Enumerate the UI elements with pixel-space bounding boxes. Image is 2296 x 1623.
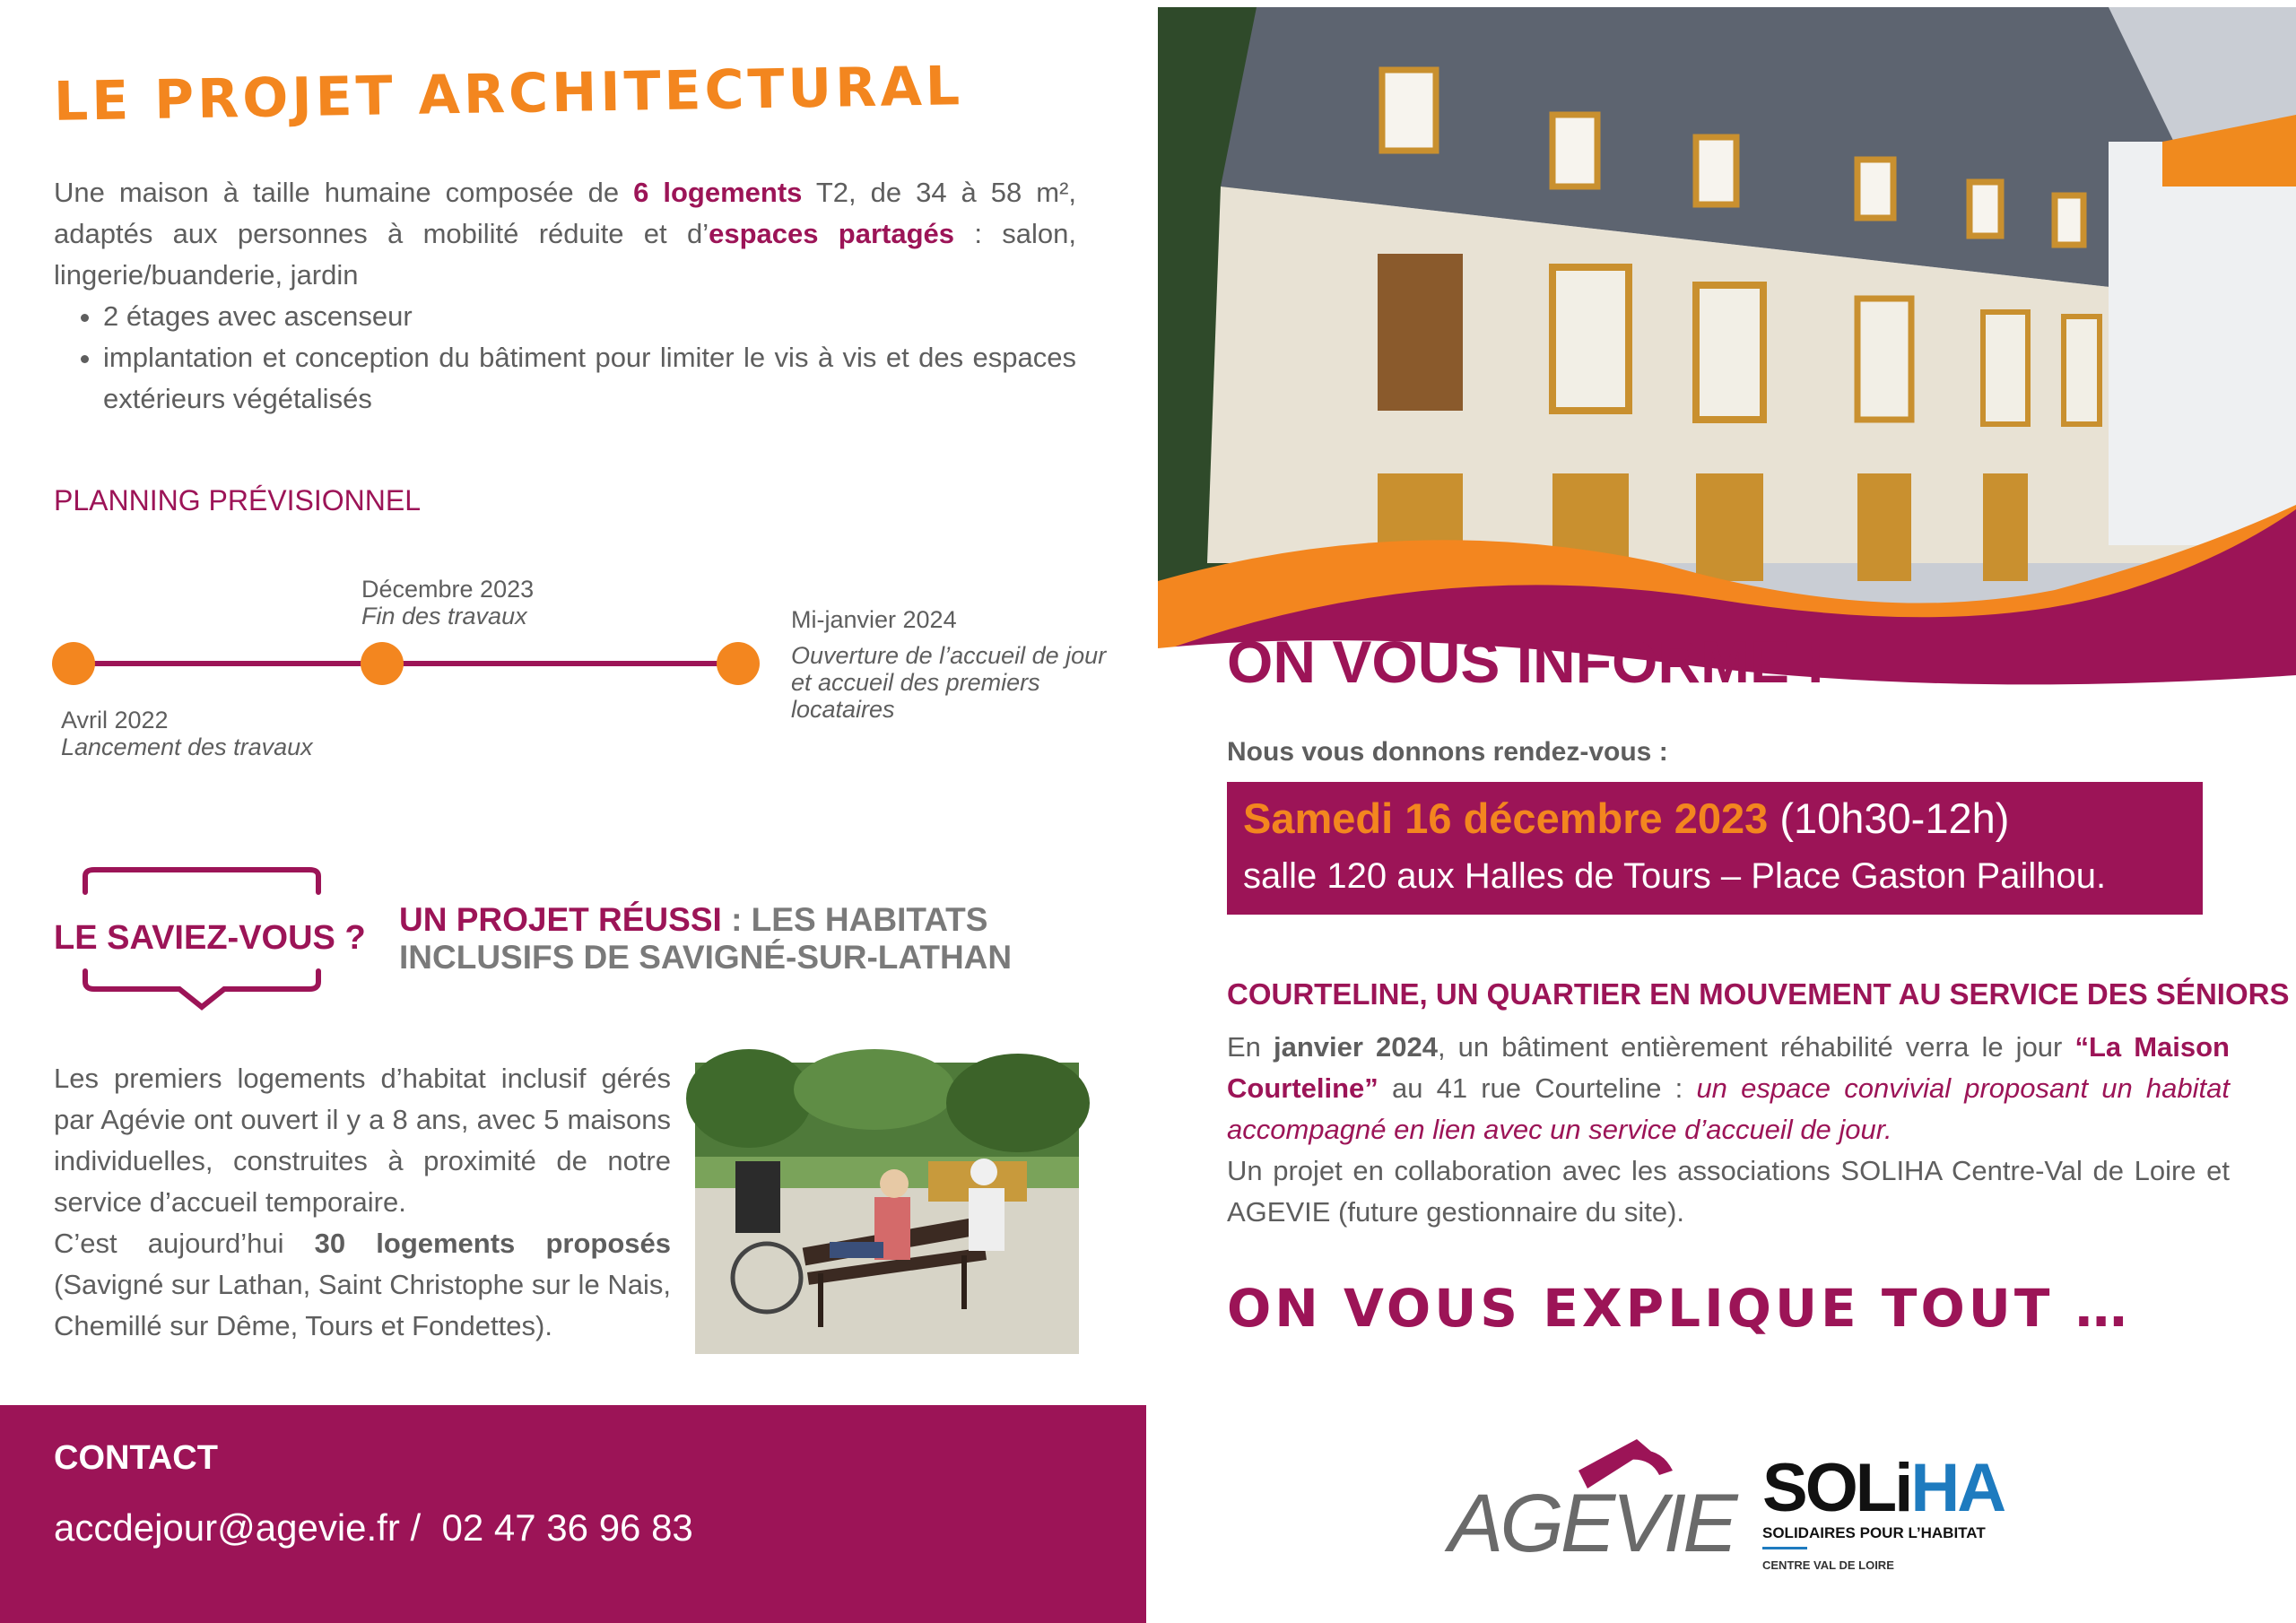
timeline-line [72,661,740,666]
intro-bold-espaces: espaces partagés [709,218,955,249]
rendez-vous-date-line [1243,794,2009,843]
photo-maison-courteline [1158,7,2296,689]
section-title-projet-architectural: LE PROJET ARCHITECTURAL [53,55,964,134]
soliha-region: CENTRE VAL DE LOIRE [1762,1558,1894,1572]
intro-bullet-list [54,296,1076,420]
contact-separator: / [399,1506,442,1549]
rendez-vous-date: Samedi 16 décembre 2023 [1243,794,1769,842]
courteline-heading: COURTELINE, UN QUARTIER EN MOUVEMENT AU SERVICE DES SÉNIORS [1227,977,2290,1011]
photo-seniors-on-bench [695,1063,1079,1354]
timeline-dot [361,642,404,685]
svg-text:SOLiHA: SOLiHA [1762,1450,2005,1526]
rendez-vous-intro: Nous vous donnons rendez-vous : [1227,737,1668,767]
courteline-text-c: au 41 rue Courteline : [1378,1072,1697,1104]
on-vous-explique-heading: ON VOUS EXPLIQUE TOUT … [1227,1278,2131,1339]
milestone-label: Ouverture de l’accueil de jour et accueil des premiers locataires [791,642,1107,723]
projet-reussi-prefix: UN PROJET RÉUSSI [399,901,722,938]
courteline-paragraph [1227,1027,2230,1233]
contact-phone[interactable]: 02 47 36 96 83 [441,1506,693,1549]
intro-bold-logements: 6 logements [633,177,803,208]
courteline-text-d: Un projet en collaboration avec les associations SOLIHA Centre-Val de Loire et AGEVIE (future gestionnaire du site). [1227,1155,2230,1228]
timeline-dot [52,642,95,685]
le-saviez-vous-label: LE SAVIEZ-VOUS ? [54,919,366,957]
courteline-italic: un espace convivial proposant un habitat accompagné en lien avec un service d’accueil de jour. [1227,1072,2230,1145]
milestone-label: Fin des travaux [361,603,527,629]
soliha-logo [1762,1448,2013,1578]
on-vous-informe-heading: ON VOUS INFORME ! [1227,629,1826,695]
timeline-dot [717,642,760,685]
habitat-text-1: Les premiers logements d’habitat inclusif gérés par Agévie ont ouvert il y a 8 ans, avec 5 maisons individuelles, construites à proximité de notre service d’accueil temporaire. [54,1063,671,1218]
planning-title: PLANNING PRÉVISIONNEL [54,484,421,516]
intro-text-1: Une maison à taille humaine composée de [54,177,634,208]
projet-reussi-rest: : LES HABITATS INCLUSIFS DE SAVIGNÉ-SUR-LATHAN [399,901,1013,976]
agevie-logo-text: AGEVIE [1448,1478,1735,1569]
courteline-text-a: En [1227,1031,1274,1063]
rendez-vous-time: (10h30-12h) [1768,794,2010,842]
habitat-text-3: (Savigné sur Lathan, Saint Christophe sur le Nais, Chemillé sur Dême, Tours et Fondettes). [54,1269,671,1341]
milestone-label: Lancement des travaux [61,733,313,760]
courteline-bold-maison: “La Maison Courteline” [1227,1031,2230,1104]
milestone-date: Mi-janvier 2024 [791,606,957,633]
habitat-text-2: C’est aujourd’hui [54,1228,315,1259]
milestone-date: Avril 2022 [61,707,169,733]
intro-text-2: T2, de 34 à 58 m², adaptés aux personnes à mobilité réduite et d’ [54,177,1077,249]
contact-line [54,1506,693,1549]
habitat-inclusif-paragraph [54,1058,671,1347]
contact-title: CONTACT [54,1439,218,1477]
timeline-milestone-3 [791,606,1114,723]
milestone-date: Décembre 2023 [361,576,535,603]
courteline-bold-date: janvier 2024 [1273,1031,1438,1063]
projet-reussi-heading [399,901,1099,976]
rendez-vous-place: salle 120 aux Halles de Tours – Place Gaston Pailhou. [1243,856,2107,896]
timeline-milestone-1 [61,707,366,760]
habitat-bold-logements: 30 logements proposés [314,1228,671,1259]
intro-text-3: : salon, lingerie/buanderie, jardin [54,218,1076,291]
agevie-logo [1444,1435,1735,1578]
timeline-milestone-2 [361,576,666,629]
courteline-text-b: , un bâtiment entièrement réhabilité verra le jour [1437,1031,2075,1063]
intro-paragraph [54,172,1076,420]
soliha-tagline: SOLIDAIRES POUR L’HABITAT [1762,1524,1986,1541]
intro-bullet-item: • 2 étages avec ascenseur [103,296,1076,337]
intro-bullet-item: • implantation et conception du bâtiment pour limiter le vis à vis et des espaces extérieurs végétalisés [103,337,1076,420]
contact-email-link[interactable]: accdejour@agevie.fr [54,1506,400,1549]
